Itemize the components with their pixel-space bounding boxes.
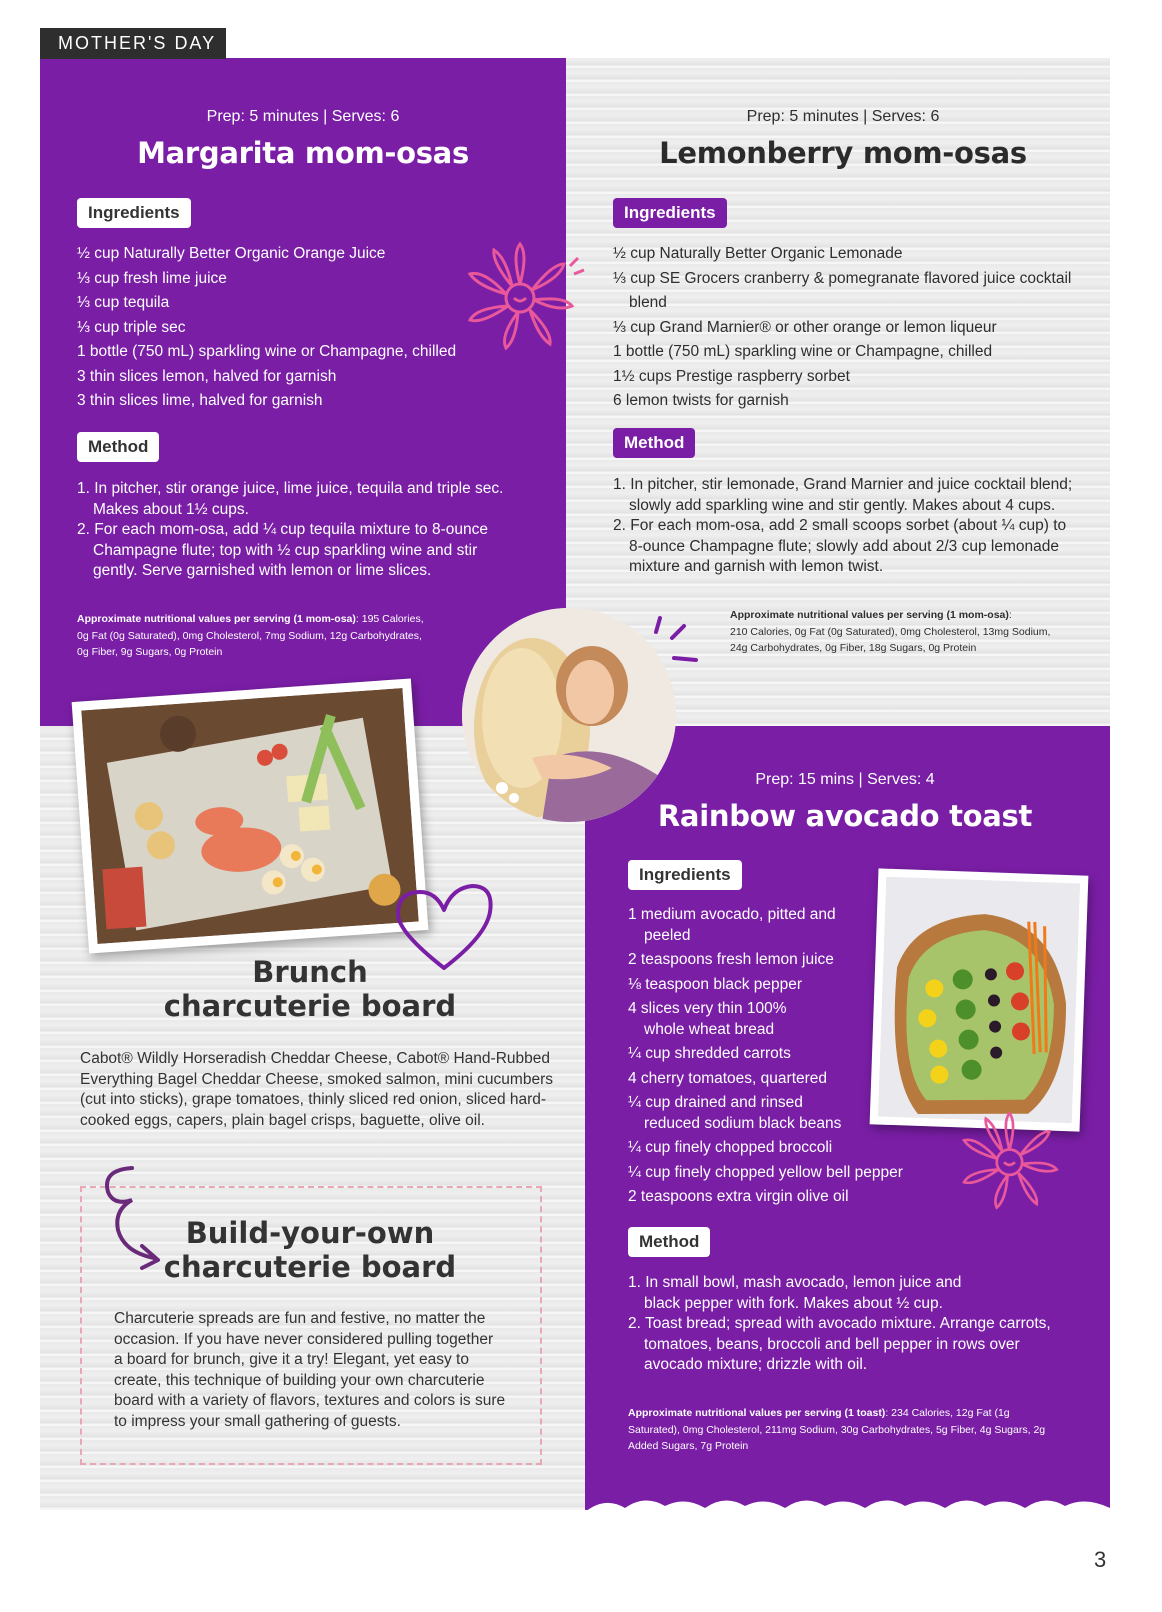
ingredient-item: ½ cup Naturally Better Organic Orange Juice bbox=[77, 245, 386, 262]
recipe2-nutrition-label: Approximate nutritional values per serving (1 mom-osa) bbox=[730, 609, 1009, 621]
text-line: board with a variety of flavors, textures and colors is sure bbox=[114, 1392, 506, 1409]
recipe1-nutrition-label: Approximate nutritional values per serving (1 mom-osa) bbox=[77, 613, 356, 625]
method-step: tomatoes, beans, broccoli and bell pepper in rows over bbox=[644, 1335, 1020, 1353]
text-line: occasion. If you have never considered pulling together bbox=[114, 1330, 494, 1348]
recipe3-title: Rainbow avocado toast bbox=[657, 799, 1033, 833]
ingredient-item: ¼ cup finely chopped broccoli bbox=[628, 1139, 833, 1156]
ingredient-item: ½ cup Naturally Better Organic Lemonade bbox=[613, 245, 903, 262]
recipe3-nutrition bbox=[628, 1405, 1098, 1455]
page-number: 3 bbox=[1094, 1547, 1107, 1572]
text-line: create, this technique of building your own charcuterie bbox=[114, 1371, 485, 1389]
build-description bbox=[114, 1309, 534, 1432]
ingredient-item: ⅛ teaspoon black pepper bbox=[628, 975, 803, 993]
method-step: mixture and garnish with lemon twist. bbox=[629, 558, 884, 575]
nutrition-line: : bbox=[1008, 609, 1012, 621]
recipe2-meta: Prep: 5 minutes | Serves: 6 bbox=[746, 108, 940, 125]
ingredient-item: ⅓ cup triple sec bbox=[77, 318, 186, 336]
build-title bbox=[60, 1216, 560, 1284]
text-line: Cabot® Wildly Horseradish Cheddar Cheese, Cabot® Hand-Rubbed bbox=[80, 1050, 550, 1067]
ingredient-item: 3 thin slices lemon, halved for garnish bbox=[77, 367, 337, 385]
build-title-line1: Build-your-own bbox=[185, 1216, 435, 1250]
recipe1-nutrition bbox=[77, 611, 547, 661]
charcuterie-photo bbox=[72, 678, 429, 953]
recipe1-method-list bbox=[77, 479, 557, 582]
section-tag: MOTHER'S DAY bbox=[40, 28, 226, 59]
flower-doodle-icon bbox=[955, 1105, 1073, 1223]
ingredient-item: ⅓ cup Grand Marnier® or other orange or lemon liqueur bbox=[613, 318, 997, 336]
method-step: Champagne flute; top with ½ cup sparkling wine and stir bbox=[93, 541, 478, 559]
nutrition-line: : 195 Calories, bbox=[355, 613, 424, 625]
method-step: slowly add sparkling wine and stir gently. Makes about 4 cups. bbox=[629, 496, 1056, 514]
recipe1-meta: Prep: 5 minutes | Serves: 6 bbox=[206, 108, 400, 125]
nutrition-line: Saturated), 0mg Cholesterol, 211mg Sodium, 30g Carbohydrates, 5g Fiber, 4g Sugars, 2g bbox=[628, 1423, 1046, 1436]
ingredient-item: 4 cherry tomatoes, quartered bbox=[628, 1069, 828, 1087]
text-line: (cut into sticks), grape tomatoes, thinly sliced red onion, sliced hard- bbox=[80, 1091, 547, 1108]
nutrition-line: 0g Fiber, 9g Sugars, 0g Protein bbox=[77, 646, 223, 658]
recipe1-title: Margarita mom-osas bbox=[137, 136, 469, 170]
build-title-line2: charcuterie board bbox=[163, 1250, 457, 1284]
ingredient-item: ⅓ cup tequila bbox=[77, 294, 170, 311]
method-step: 2. For each mom-osa, add 2 small scoops sorbet (about ¼ cup) to bbox=[613, 517, 1067, 534]
ingredient-item: whole wheat bread bbox=[644, 1020, 775, 1038]
method-step: 8-ounce Champagne flute; slowly add about 2/3 cup lemonade bbox=[629, 537, 1059, 555]
flower-doodle-icon bbox=[460, 240, 590, 360]
recipe3-method-list bbox=[628, 1273, 1098, 1376]
ingredient-item: ¼ cup finely chopped yellow bell pepper bbox=[628, 1163, 903, 1181]
brunch-title-line1: Brunch bbox=[252, 955, 368, 989]
method-step: 2. Toast bread; spread with avocado mixture. Arrange carrots, bbox=[628, 1315, 1051, 1332]
ingredient-item: 2 teaspoons extra virgin olive oil bbox=[628, 1188, 849, 1205]
ingredient-item: ¼ cup shredded carrots bbox=[628, 1045, 791, 1062]
recipe2-ingredients-label: Ingredients bbox=[613, 198, 727, 228]
recipe1-method-label: Method bbox=[77, 432, 159, 462]
method-step: 1. In pitcher, stir orange juice, lime juice, tequila and triple sec. bbox=[77, 480, 504, 497]
nutrition-line: 24g Carbohydrates, 0g Fiber, 18g Sugars, 0g Protein bbox=[730, 642, 977, 654]
text-line: cooked eggs, capers, plain bagel crisps, baguette, olive oil. bbox=[80, 1111, 485, 1129]
ingredient-item: 3 thin slices lime, halved for garnish bbox=[77, 392, 323, 409]
ingredient-item: blend bbox=[629, 294, 667, 311]
ingredient-item: ¼ cup drained and rinsed bbox=[628, 1094, 803, 1111]
ingredient-item: reduced sodium black beans bbox=[644, 1114, 842, 1132]
nutrition-line: : 234 Calories, 12g Fat (1g bbox=[885, 1407, 1010, 1419]
avocado-toast-photo bbox=[870, 868, 1089, 1131]
text-line: a board for brunch, give it a try! Elegant, yet easy to bbox=[114, 1351, 469, 1368]
ingredient-item: 2 teaspoons fresh lemon juice bbox=[628, 951, 834, 968]
text-line: Charcuterie spreads are fun and festive, no matter the bbox=[114, 1310, 486, 1327]
mother-daughter-photo bbox=[462, 608, 676, 822]
brunch-title-line2: charcuterie board bbox=[163, 989, 457, 1023]
ingredient-item: 1½ cups Prestige raspberry sorbet bbox=[613, 367, 850, 385]
text-line: to impress your small gathering of guests. bbox=[114, 1412, 401, 1430]
ingredient-item: 1 bottle (750 mL) sparkling wine or Champagne, chilled bbox=[77, 343, 457, 360]
accent-dashes-icon bbox=[652, 612, 702, 668]
nutrition-line: Added Sugars, 7g Protein bbox=[628, 1440, 749, 1452]
recipe1-ingredients-label: Ingredients bbox=[77, 198, 191, 228]
recipe2-title: Lemonberry mom-osas bbox=[659, 136, 1027, 170]
ingredient-item: 1 bottle (750 mL) sparkling wine or Champagne, chilled bbox=[613, 343, 993, 360]
recipe2-method-label: Method bbox=[613, 428, 695, 458]
ingredient-item: ⅓ cup fresh lime juice bbox=[77, 269, 227, 287]
method-step: 1. In small bowl, mash avocado, lemon juice and bbox=[628, 1274, 962, 1291]
recipe3-meta: Prep: 15 mins | Serves: 4 bbox=[755, 771, 935, 788]
method-step: 2. For each mom-osa, add ¼ cup tequila mixture to 8-ounce bbox=[77, 521, 488, 538]
recipe3-ingredients-label: Ingredients bbox=[628, 860, 742, 890]
method-step: avocado mixture; drizzle with oil. bbox=[644, 1356, 868, 1373]
ingredient-item: 6 lemon twists for garnish bbox=[613, 392, 789, 409]
recipe2-ingredients-list bbox=[613, 242, 1093, 414]
method-step: Makes about 1½ cups. bbox=[93, 500, 249, 518]
brunch-description bbox=[80, 1049, 570, 1131]
method-step: gently. Serve garnished with lemon or lime slices. bbox=[93, 562, 432, 579]
ingredient-item: peeled bbox=[644, 926, 691, 944]
recipe2-nutrition bbox=[730, 607, 1090, 657]
recipe3-nutrition-label: Approximate nutritional values per serving (1 toast) bbox=[628, 1407, 886, 1419]
nutrition-line: 210 Calories, 0g Fat (0g Saturated), 0mg Cholesterol, 13mg Sodium, bbox=[730, 625, 1051, 638]
text-line: Everything Bagel Cheddar Cheese, smoked salmon, mini cucumbers bbox=[80, 1070, 553, 1088]
recipe2-method-list bbox=[613, 475, 1093, 578]
ingredient-item: 1 medium avocado, pitted and bbox=[628, 906, 836, 923]
nutrition-line: 0g Fat (0g Saturated), 0mg Cholesterol, 7mg Sodium, 12g Carbohydrates, bbox=[77, 629, 422, 642]
ingredient-item: ⅓ cup SE Grocers cranberry & pomegranate flavored juice cocktail bbox=[613, 269, 1072, 287]
ingredient-item: 4 slices very thin 100% bbox=[628, 1000, 787, 1017]
method-step: 1. In pitcher, stir lemonade, Grand Marnier and juice cocktail blend; bbox=[613, 476, 1073, 493]
method-step: black pepper with fork. Makes about ½ cup. bbox=[644, 1294, 943, 1312]
scallop-edge bbox=[585, 1492, 1110, 1512]
recipe3-method-label: Method bbox=[628, 1227, 710, 1257]
brunch-title bbox=[60, 955, 560, 1023]
